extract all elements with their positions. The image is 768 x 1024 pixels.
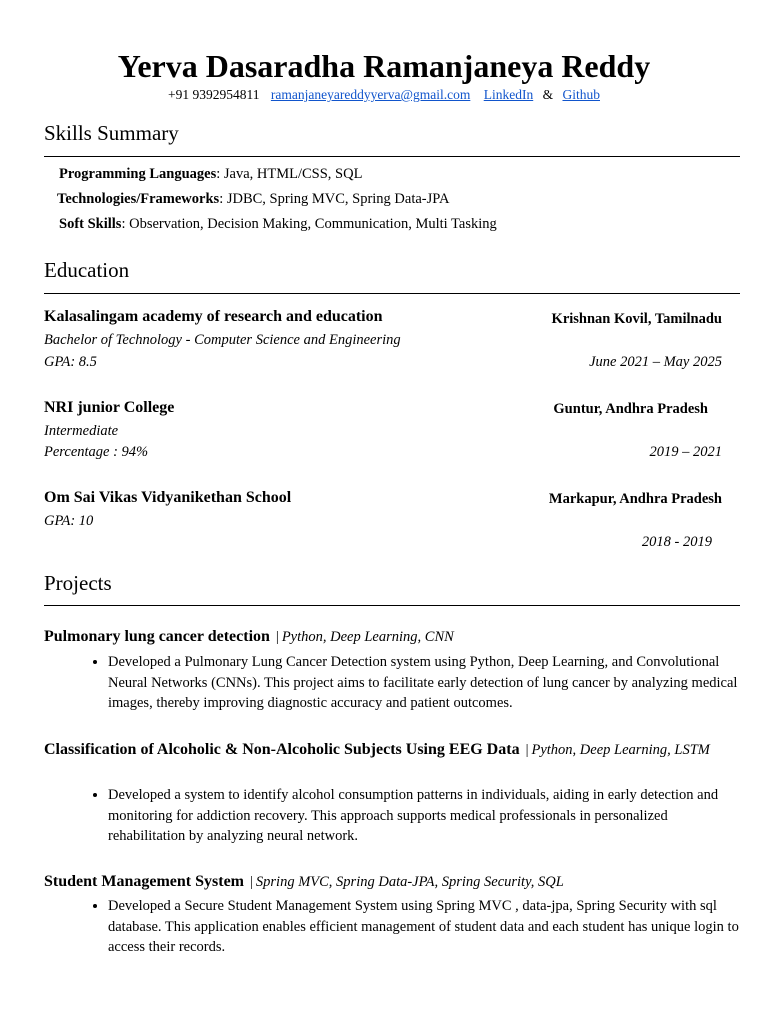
project-tech-stack: Spring MVC, Spring Data-JPA, Spring Security, SQL	[255, 874, 564, 890]
skill-line-technologies	[57, 189, 449, 209]
education-divider	[44, 293, 740, 294]
project-heading	[44, 739, 734, 761]
github-link[interactable]: Github	[562, 87, 600, 102]
project-bullets	[86, 652, 748, 714]
project-separator: |	[275, 629, 279, 645]
phone-number: +91 9392954811	[168, 87, 260, 102]
institution-name: Kalasalingam academy of research and education	[44, 308, 383, 325]
candidate-name: Yerva Dasaradha Ramanjaneya Reddy	[117, 48, 651, 84]
institution-name: NRI junior College	[44, 399, 175, 416]
skill-label: Technologies/Frameworks	[57, 191, 220, 207]
education-dates: June 2021 – May 2025	[589, 354, 722, 370]
education-score: GPA: 8.5	[44, 354, 97, 370]
degree-name: Intermediate	[44, 423, 119, 439]
education-score: Percentage : 94%	[44, 444, 149, 460]
degree-name: Bachelor of Technology - Computer Science and Engineering	[44, 332, 401, 348]
project-separator: |	[250, 874, 253, 890]
project-heading	[44, 626, 734, 648]
education-dates: 2019 – 2021	[649, 444, 722, 460]
skills-divider	[44, 156, 740, 157]
project-title: Classification of Alcoholic & Non-Alcoholic Subjects Using EEG Data	[44, 741, 520, 758]
project-description: • Developed a Secure Student Management System using Spring MVC , data-jpa, Spring Security with sql database. This application enables efficient management of student data and each student has unique login to access their records.	[108, 896, 748, 958]
email-link[interactable]: ramanjaneyareddyyerva@gmail.com	[270, 87, 471, 102]
institution-location: Krishnan Kovil, Tamilnadu	[551, 311, 722, 327]
skill-value: : Java, HTML/CSS, SQL	[216, 166, 363, 182]
project-separator: |	[525, 742, 529, 758]
skill-line-soft-skills	[59, 214, 497, 234]
project-description: • Developed a Pulmonary Lung Cancer Detection system using Python, Deep Learning, and Convolutional Neural Networks (CNNs). This project aims to facilitate early detection of lung cancer by analyzing medical images, thereby improving diagnostic accuracy and patient outcomes.	[108, 652, 748, 714]
skill-line-programming	[59, 164, 362, 184]
project-description: • Developed a system to identify alcohol consumption patterns in individuals, aiding in early detection and monitoring for addiction recovery. This approach supports medical professionals in personalized rehabilitation by analyzing neural network.	[108, 785, 748, 847]
project-tech-stack: Python, Deep Learning, CNN	[281, 629, 454, 645]
projects-divider	[44, 605, 740, 606]
project-title: Pulmonary lung cancer detection	[44, 628, 270, 645]
education-dates: 2018 - 2019	[641, 534, 712, 550]
project-bullets	[86, 785, 748, 847]
project-bullets	[86, 896, 748, 958]
ampersand: &	[542, 87, 554, 102]
skill-label: Programming Languages	[59, 166, 217, 182]
linkedin-link[interactable]: LinkedIn	[483, 87, 534, 102]
contact-line	[0, 86, 768, 104]
skills-section-title: Skills Summary	[44, 121, 179, 145]
education-score: GPA: 10	[44, 513, 94, 529]
projects-section-title: Projects	[44, 571, 112, 595]
education-section-title: Education	[44, 258, 130, 282]
skill-value: : Observation, Decision Making, Communication, Multi Tasking	[121, 216, 497, 232]
institution-name: Om Sai Vikas Vidyanikethan School	[44, 489, 292, 506]
skill-value: : JDBC, Spring MVC, Spring Data-JPA	[219, 191, 450, 207]
skill-label: Soft Skills	[59, 216, 122, 232]
project-heading	[44, 871, 734, 893]
institution-location: Guntur, Andhra Pradesh	[553, 401, 708, 417]
project-tech-stack: Python, Deep Learning, LSTM	[531, 742, 710, 758]
institution-location: Markapur, Andhra Pradesh	[548, 491, 722, 507]
project-title: Student Management System	[44, 873, 244, 890]
